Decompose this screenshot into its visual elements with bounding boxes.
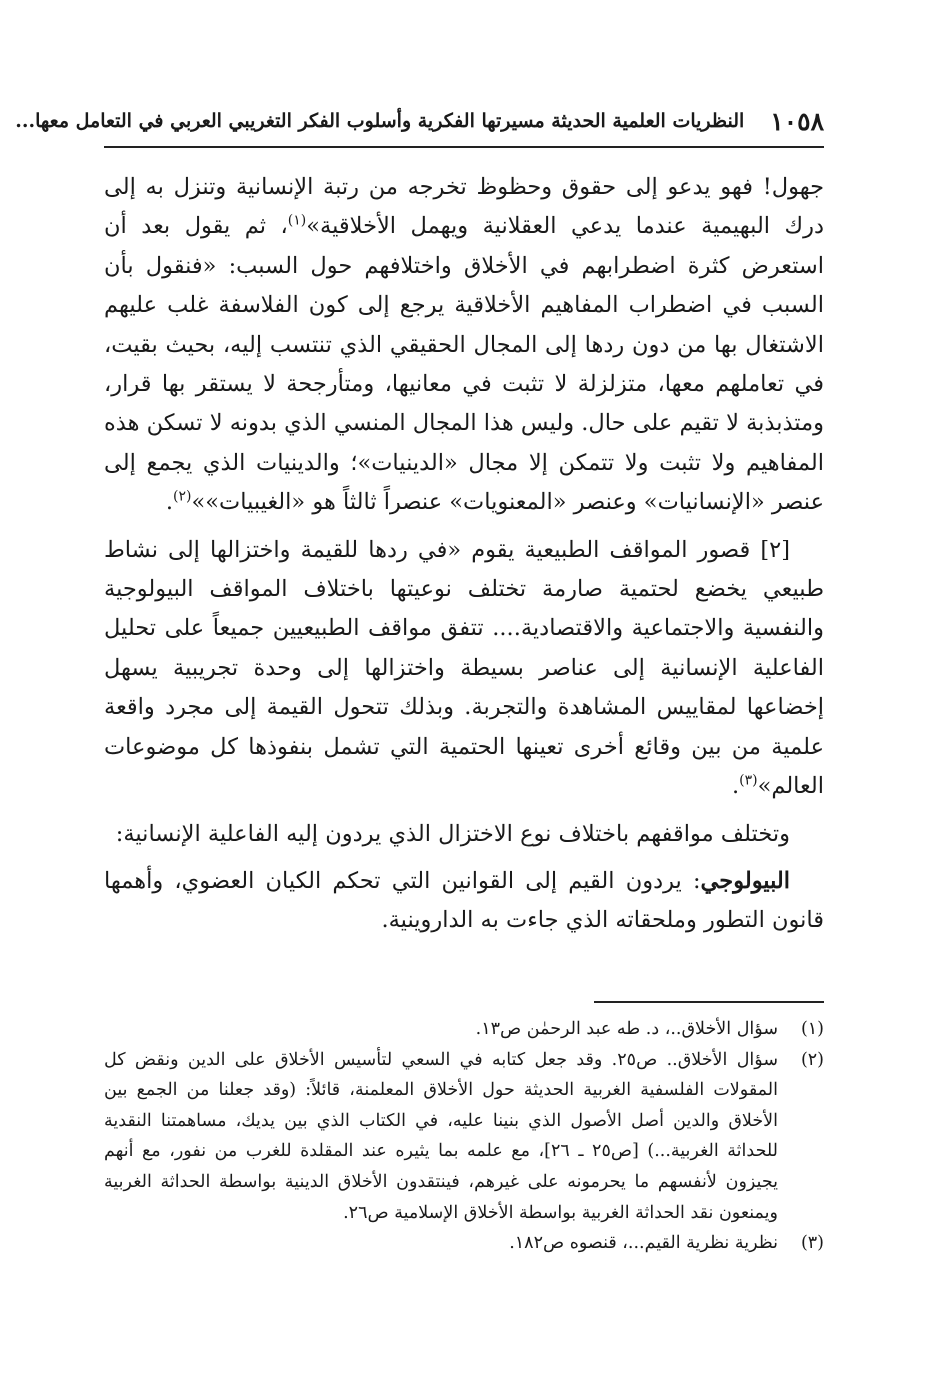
paragraph-1 <box>104 168 824 523</box>
footnote-ref-3: (٣) <box>739 772 758 789</box>
footnote-rule <box>594 1001 824 1003</box>
footnote-3 <box>104 1228 824 1259</box>
header-rule <box>104 146 824 148</box>
page-number: ١٠٥٨ <box>770 106 824 136</box>
paragraph-1-text-a: جهول! فهو يدعو إلى حقوق وحظوظ تخرجه من رتبة الإنسانية وتنزل به إلى درك البهيمية عندما يدعي العقلانية ويهمل الأخلاقية» <box>104 174 824 240</box>
footnote-number: (١) <box>800 1019 824 1039</box>
page-header <box>15 100 824 142</box>
paragraph-1-text-c: . <box>165 489 174 516</box>
footnote-ref-1: (١) <box>287 212 307 229</box>
paragraph-4-text: : يردون القيم إلى القوانين التي تحكم الكيان العضوي، وأهمها قانون التطور وملحقاته الذي جاءت به الداروينية. <box>104 867 824 934</box>
footnote-text: سؤال الأخلاق..، د. طه عبد الرحمٰن ص١٣. <box>475 1019 778 1039</box>
footnote-1 <box>104 1014 824 1045</box>
footnote-number: (٣) <box>800 1233 824 1254</box>
paragraph-4 <box>104 862 824 941</box>
footnote-2 <box>104 1045 824 1229</box>
paragraph-2-text-a: [٢] قصور المواقف الطبيعية يقوم «في ردها للقيمة واختزالها إلى نشاط طبيعي يخضع لحتمية صارمة تختلف نوعيتها باختلاف المواقف البيولوجية والنفسية والاجتماعية والاقتصادية.... تتفق مواقف الطبيعيين جميعاً على تحليل الفاعلية الإنسانية إلى عناصر بسيطة واختزالها إلى وحدة تجريبية يسهل إخضاعها لمقاييس المشاهدة والتجربة. وبذلك تتحول القيمة إلى مجرد واقعة علمية من بين وقائع أخرى تعينها الحتمية التي تشمل بنفوذها كل موضوعات العالم» <box>104 536 824 800</box>
footnotes <box>104 1014 824 1259</box>
biological-label: البيولوجي <box>700 867 790 894</box>
paragraph-2 <box>104 531 824 807</box>
body-text <box>104 168 824 949</box>
paragraph-2-text-b: . <box>731 773 740 800</box>
footnote-text: نظرية نظرية القيم...، قنصوه ص١٨٢. <box>509 1233 778 1254</box>
running-title: النظريات العلمية الحديثة مسيرتها الفكرية وأسلوب الفكر التغريبي العربي في التعامل معها... <box>15 110 745 132</box>
paragraph-3: وتختلف مواقفهم باختلاف نوع الاختزال الذي يردون إليه الفاعلية الإنسانية: <box>115 820 790 847</box>
footnote-ref-2: (٢) <box>173 488 192 505</box>
paragraph-1-text-b: ، ثم يقول بعد أن استعرض كثرة اضطرابهم في الأخلاق واختلافهم حول السبب: «فنقول بأن السبب في اضطراب المفاهيم الأخلاقية يرجع إلى كون الفلاسفة غلب عليهم الاشتغال بها من دون ردها إلى المجال الحقيقي الذي تنتسب إليه، بحيث بقيت، في تعاملهم معها، متزلزلة لا تثبت في معانيها، ومتأرجحة لا يستقر بها قرار، ومتذبذبة لا تقيم على حال. وليس هذا المجال المنسي الذي بدونه لا تسكن هذه المفاهيم ولا تثبت ولا تتمكن إلا مجال «الدينيات»؛ والدينيات الذي يجمع إلى عنصر «الإنسانيات» وعنصر «المعنويات» عنصراً ثالثاً هو «الغيبيات»» <box>104 213 824 516</box>
footnote-text: سؤال الأخلاق.. ص٢٥. وقد جعل كتابه في السعي لتأسيس الأخلاق على الدين ونقض كل المقولات الفلسفية الغربية الحديثة حول الأخلاق المعلمنة، قائلاً: (وقد جعلنا من الجمع بين الأخلاق والدين أصل الأصول الذي بنينا عليه، في الكتاب الذي بين يديك، مساهمتنا النقدية للحداثة الغربية...) [ص٢٥ ـ ٢٦]، مع علمه بما يثيره عند المقلدة للغرب من نفور، مع أنهم يجيزون لأنفسهم ما يحرمونه على غيرهم، فينتقدون الأخلاق الدينية بواسطة الحداثة الغربية ويمنعون نقد الحداثة الغربية بواسطة الأخلاق الإسلامية ص٢٦. <box>104 1049 778 1223</box>
footnote-number: (٢) <box>800 1049 824 1070</box>
